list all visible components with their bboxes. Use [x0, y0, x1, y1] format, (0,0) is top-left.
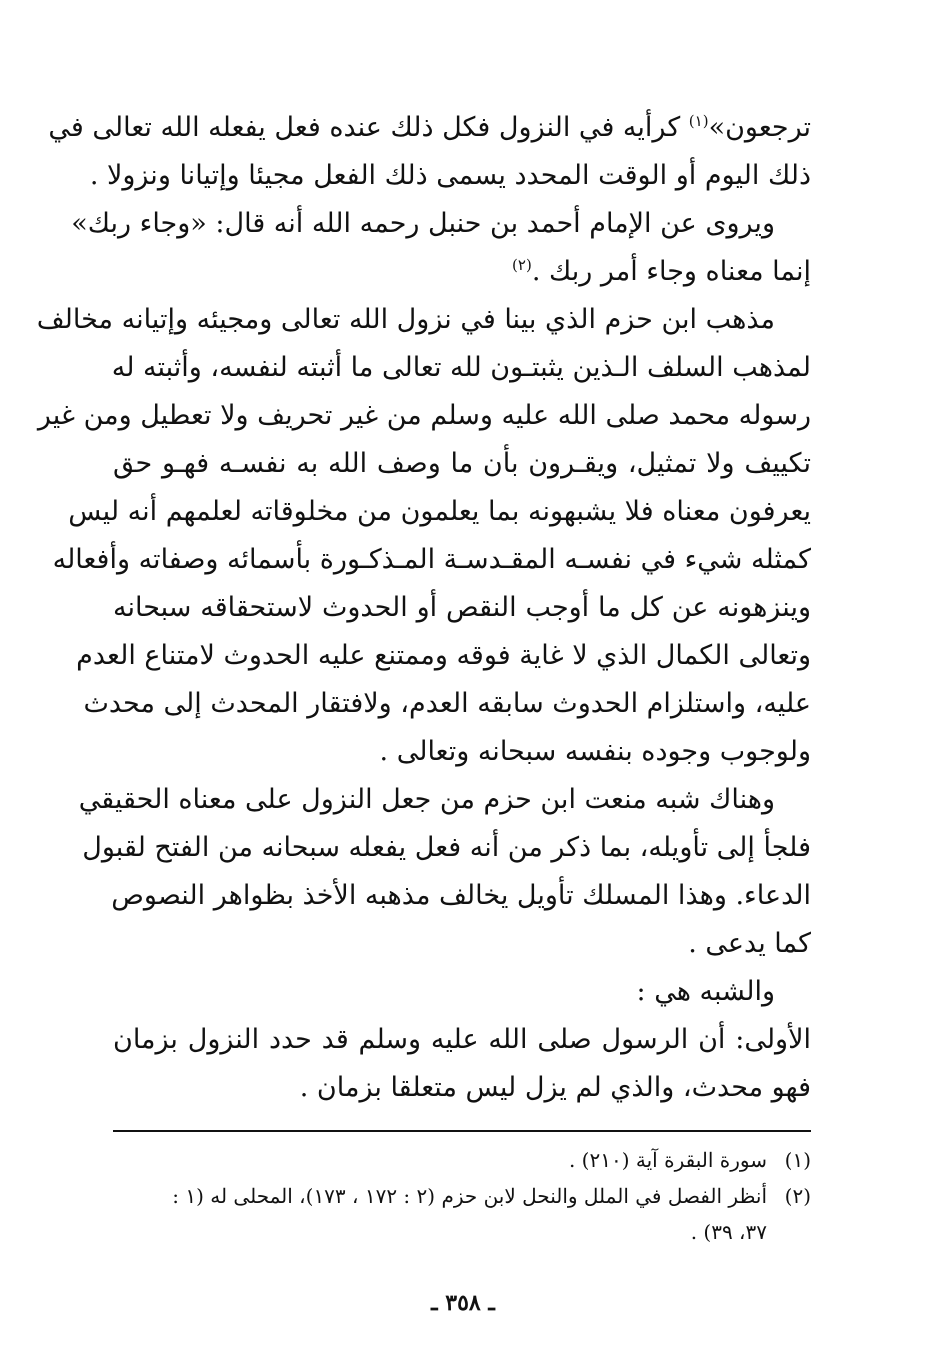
footnote-1-number: (١) — [784, 1148, 811, 1172]
footnote-1 — [113, 1142, 811, 1178]
page-number: ـ ٣٥٨ ـ — [431, 1290, 495, 1316]
text-line-4 — [113, 248, 811, 296]
text-line-18: كما يدعى . — [688, 928, 811, 959]
footnotes — [113, 1142, 811, 1250]
text-line-21: فهو محدث، والذي لم يزل ليس متعلقا بزمان . — [299, 1072, 811, 1103]
text-line-5: مذهب ابن حزم الذي بينا في نزول الله تعالى ومجيئه وإتيانه مخالف — [36, 304, 775, 335]
text-line-3: ويروى عن الإمام أحمد بن حنبل رحمه الله أنه قال: «وجاء ربك» — [71, 208, 775, 239]
main-text — [36, 104, 811, 1112]
text-line-19: والشبه هي : — [636, 976, 775, 1007]
text-line-2: ذلك اليوم أو الوقت المحدد يسمى ذلك الفعل مجيئا وإتيانا ونزولا . — [89, 160, 811, 191]
footnote-2 — [113, 1178, 811, 1214]
text-line-11: وينزهونه عن كل ما أوجب النقص أو الحدوث لاستحقاقه سبحانه — [113, 592, 811, 623]
footnote-ref-1[interactable]: (١) — [688, 112, 709, 130]
text-line-1-tail: كرأيه في النزول فكل ذلك عنده فعل يفعله الله تعالى في — [48, 112, 681, 143]
footnote-2-text: أنظر الفصل في الملل والنحل لابن حزم (٢ : ١٧٢ ، ١٧٣)، المحلى له (١ : — [172, 1184, 767, 1208]
text-line-13: عليه، واستلزام الحدوث سابقه العدم، ولافتقار المحدث إلى محدث — [83, 688, 811, 719]
footnote-2-continuation: ٣٧، ٣٩) . — [690, 1220, 767, 1244]
text-line-12: وتعالى الكمال الذي لا غاية فوقه وممتنع عليه الحدوث لامتناع العدم — [76, 640, 811, 671]
footnote-1-text: سورة البقرة آية (٢١٠) . — [568, 1148, 767, 1172]
footnote-divider — [113, 1130, 811, 1132]
text-line-14: ولوجوب وجوده بنفسه سبحانه وتعالى . — [379, 736, 811, 767]
footnote-2-number: (٢) — [784, 1184, 811, 1208]
text-line-17: الدعاء. وهذا المسلك تأويل يخالف مذهبه الأخذ بظواهر النصوص — [111, 880, 811, 911]
text-line-4-body: إنما معناه وجاء أمر ربك . — [531, 256, 811, 287]
text-line-1-start: ترجعون» — [708, 112, 811, 143]
footnote-ref-2[interactable]: (٢) — [512, 256, 532, 274]
text-line-16: فلجأ إلى تأويله، بما ذكر من أنه فعل يفعله سبحانه من الفتح لقبول — [82, 832, 811, 863]
text-line-6: لمذهب السلف الـذين يثبتـون لله تعالى ما أثبته لنفسه، وأثبته له — [111, 352, 811, 383]
text-line-1 — [48, 104, 811, 152]
text-line-7: رسوله محمد صلى الله عليه وسلم من غير تحريف ولا تعطيل ومن غير — [37, 400, 811, 431]
text-line-8: تكييف ولا تمثيل، ويقـرون بأن ما وصف الله به نفسـه فهـو حق — [113, 448, 811, 479]
text-line-15: وهناك شبه منعت ابن حزم من جعل النزول على معناه الحقيقي — [78, 784, 775, 815]
text-line-9: يعرفون معناه فلا يشبهونه بما يعلمون من مخلوقاته لعلمهم أنه ليس — [68, 496, 811, 527]
text-line-10: كمثله شيء في نفسـه المقـدسـة المـذكـورة بأسمائه وصفاته وأفعاله — [52, 544, 811, 575]
text-line-20: الأولى: أن الرسول صلى الله عليه وسلم قد حدد النزول بزمان — [113, 1024, 811, 1055]
